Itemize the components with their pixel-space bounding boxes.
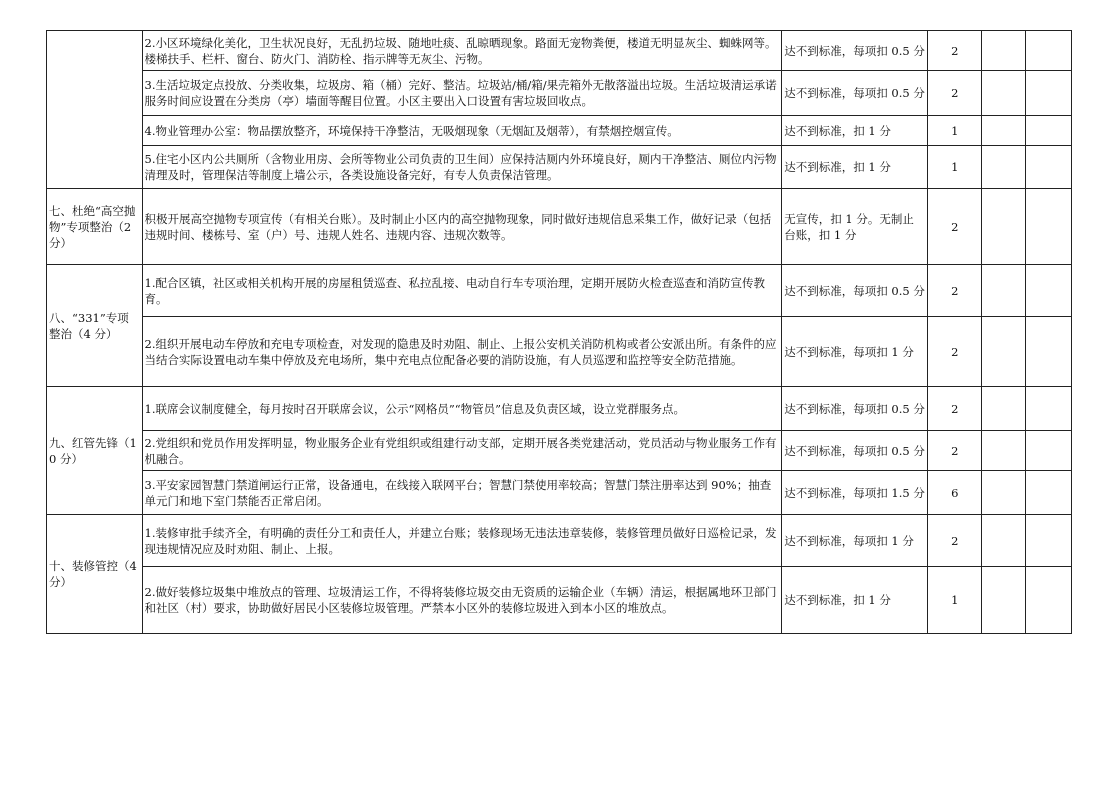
standard-cell: 达不到标准，每项扣 1.5 分 [782, 471, 928, 515]
blank-cell [982, 515, 1025, 567]
blank-cell [982, 71, 1025, 116]
table-row [47, 146, 1072, 189]
table-row [47, 189, 1072, 265]
score-cell: 2 [928, 387, 982, 431]
content-cell: 2.小区环境绿化美化，卫生状况良好，无乱扔垃圾、随地吐痰、乱晾晒现象。路面无宠物粪便，楼道无明显灰尘、蜘蛛网等。楼梯扶手、栏杆、窗台、防火门、消防栓、指示牌等无灰尘、污物。 [142, 31, 782, 71]
blank-cell [1025, 317, 1071, 387]
category-cell: 七、杜绝“高空抛物”专项整治（2 分） [47, 189, 143, 265]
category-cell: 十、装修管控（4 分） [47, 515, 143, 634]
blank-cell [1025, 116, 1071, 146]
blank-cell [982, 387, 1025, 431]
standard-cell: 达不到标准，每项扣 0.5 分 [782, 31, 928, 71]
table-row [47, 265, 1072, 317]
score-cell: 2 [928, 71, 982, 116]
standard-cell: 达不到标准，每项扣 0.5 分 [782, 71, 928, 116]
table-row [47, 31, 1072, 71]
standard-cell: 无宣传，扣 1 分。无制止台账，扣 1 分 [782, 189, 928, 265]
score-cell: 2 [928, 31, 982, 71]
blank-cell [1025, 431, 1071, 471]
blank-cell [982, 317, 1025, 387]
score-cell: 1 [928, 146, 982, 189]
category-cell: 九、红管先锋（10 分） [47, 387, 143, 515]
content-cell: 1.配合区镇，社区或相关机构开展的房屋租赁巡查、私拉乱接、电动自行车专项治理，定期开展防火检查巡查和消防宣传教育。 [142, 265, 782, 317]
content-cell: 2.组织开展电动车停放和充电专项检查，对发现的隐患及时劝阻、制止、上报公安机关消防机构或者公安派出所。有条件的应当结合实际设置电动车集中停放及充电场所，集中充电点位配备必要的消防设施，有人员巡逻和监控等安全防范措施。 [142, 317, 782, 387]
score-cell: 2 [928, 515, 982, 567]
score-cell: 2 [928, 189, 982, 265]
blank-cell [982, 265, 1025, 317]
table-row [47, 515, 1072, 567]
blank-cell [1025, 31, 1071, 71]
standard-cell: 达不到标准，每项扣 0.5 分 [782, 265, 928, 317]
blank-cell [982, 567, 1025, 634]
assessment-table [46, 30, 1072, 634]
table-row [47, 317, 1072, 387]
table-row [47, 116, 1072, 146]
blank-cell [982, 189, 1025, 265]
blank-cell [1025, 387, 1071, 431]
blank-cell [982, 471, 1025, 515]
content-cell: 3.生活垃圾定点投放、分类收集，垃圾房、箱（桶）完好、整洁。垃圾站/桶/箱/果壳箱外无散落溢出垃圾。生活垃圾清运承诺服务时间应设置在分类房（亭）墙面等醒目位置。小区主要出入口设置有害垃圾回收点。 [142, 71, 782, 116]
content-cell: 4.物业管理办公室：物品摆放整齐，环境保持干净整洁，无吸烟现象（无烟缸及烟蒂），有禁烟控烟宣传。 [142, 116, 782, 146]
standard-cell: 达不到标准，每项扣 0.5 分 [782, 387, 928, 431]
content-cell: 1.装修审批手续齐全，有明确的责任分工和责任人，并建立台账；装修现场无违法违章装修，装修管理员做好日巡检记录，发现违规情况应及时劝阻、制止、上报。 [142, 515, 782, 567]
score-cell: 1 [928, 116, 982, 146]
standard-cell: 达不到标准，扣 1 分 [782, 146, 928, 189]
score-cell: 6 [928, 471, 982, 515]
blank-cell [1025, 471, 1071, 515]
content-cell: 5.住宅小区内公共厕所（含物业用房、会所等物业公司负责的卫生间）应保持洁厕内外环境良好，厕内干净整洁、厕位内污物清理及时，管理保洁等制度上墙公示，各类设施设备完好，有专人负责保洁管理。 [142, 146, 782, 189]
content-cell: 3.平安家园智慧门禁道闸运行正常，设备通电，在线接入联网平台；智慧门禁使用率较高；智慧门禁注册率达到 90%；抽查单元门和地下室门禁能否正常启闭。 [142, 471, 782, 515]
blank-cell [982, 146, 1025, 189]
table-row [47, 567, 1072, 634]
table-row [47, 431, 1072, 471]
standard-cell: 达不到标准，每项扣 1 分 [782, 515, 928, 567]
content-cell: 积极开展高空抛物专项宣传（有相关台账）。及时制止小区内的高空抛物现象，同时做好违规信息采集工作，做好记录（包括违规时间、楼栋号、室（户）号、违规人姓名、违规内容、违规次数等。 [142, 189, 782, 265]
blank-cell [1025, 189, 1071, 265]
blank-cell [982, 431, 1025, 471]
blank-cell [982, 116, 1025, 146]
blank-cell [1025, 146, 1071, 189]
content-cell: 1.联席会议制度健全，每月按时召开联席会议，公示“网格员”“物管员”信息及负责区域，设立党群服务点。 [142, 387, 782, 431]
standard-cell: 达不到标准，每项扣 0.5 分 [782, 431, 928, 471]
category-cell: 八、“331”专项整治（4 分） [47, 265, 143, 387]
blank-cell [1025, 265, 1071, 317]
table-row [47, 471, 1072, 515]
blank-cell [1025, 71, 1071, 116]
standard-cell: 达不到标准，扣 1 分 [782, 567, 928, 634]
score-cell: 2 [928, 317, 982, 387]
content-cell: 2.党组织和党员作用发挥明显，物业服务企业有党组织或组建行动支部，定期开展各类党建活动，党员活动与物业服务工作有机融合。 [142, 431, 782, 471]
blank-cell [1025, 567, 1071, 634]
blank-cell [1025, 515, 1071, 567]
table-row [47, 71, 1072, 116]
standard-cell: 达不到标准，每项扣 1 分 [782, 317, 928, 387]
category-cell-empty [47, 31, 143, 189]
score-cell: 2 [928, 431, 982, 471]
blank-cell [982, 31, 1025, 71]
standard-cell: 达不到标准，扣 1 分 [782, 116, 928, 146]
score-cell: 2 [928, 265, 982, 317]
score-cell: 1 [928, 567, 982, 634]
table-row [47, 387, 1072, 431]
content-cell: 2.做好装修垃圾集中堆放点的管理、垃圾清运工作，不得将装修垃圾交由无资质的运输企业（车辆）清运，根据属地环卫部门和社区（村）要求，协助做好居民小区装修垃圾管理。严禁本小区外的装修垃圾进入到本小区的堆放点。 [142, 567, 782, 634]
